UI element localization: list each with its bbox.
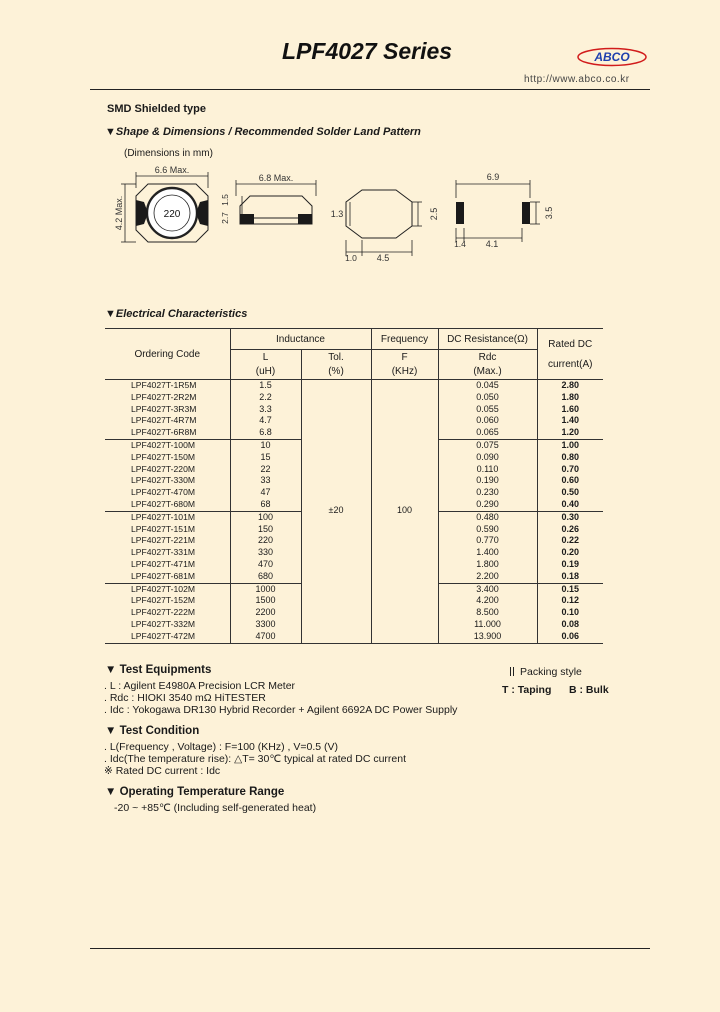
operating-temp-title: ▼ Operating Temperature Range [105,786,285,798]
cell-rated-current: 0.08 [537,619,603,631]
header-l: L [230,350,301,364]
header-ordering-code: Ordering Code [105,329,230,380]
header-l-unit: (uH) [230,364,301,379]
land-right-pad [522,202,530,224]
cell-ordering-code: LPF4027T-101M [131,511,196,522]
cell-rated-current: 0.30 [537,511,603,523]
cell-rdc: 0.090 [438,452,537,464]
cell-rated-current: 1.00 [537,439,603,451]
packing-style-title [510,666,582,678]
cell-ordering-code: LPF4027T-470M [131,487,196,498]
cell-rdc: 4.200 [438,595,537,607]
cell-ordering-code: LPF4027T-222M [131,607,196,618]
operating-temp-title-text: Operating Temperature Range [119,786,285,798]
header-f: F [371,350,438,364]
electrical-table [105,328,603,644]
operating-temp-range: -20 ~ +85℃ (Including self-generated heat) [114,802,317,814]
shape-section-title: ▼Shape & Dimensions / Recommended Solder Land Pattern [105,126,421,138]
cell-ordering-code: LPF4027T-152M [131,595,196,606]
cell-inductance: 3300 [230,619,301,631]
land-left-pad [456,202,464,224]
cell-rdc: 1.800 [438,559,537,571]
electrical-section-title: ▼Electrical Characteristics [105,308,248,320]
cell-rated-current: 1.60 [537,404,603,416]
test-condition-l: . L(Frequency , Voltage) : F=100 (KHz) , V=0.5 (V) [104,741,339,753]
front-view-body [346,190,412,238]
side-view-left-terminal [240,214,254,224]
cell-rdc: 0.230 [438,487,537,499]
header-rated-dc-label: Rated DC [548,338,593,350]
cell-inductance: 470 [230,559,301,571]
footer-divider [90,948,650,949]
cell-ordering-code: LPF4027T-330M [131,475,196,486]
cell-rated-current: 0.06 [537,631,603,643]
cell-ordering-code: LPF4027T-6R8M [131,427,197,438]
cell-rated-current: 0.70 [537,464,603,476]
cell-rated-current: 0.26 [537,524,603,536]
cell-ordering-code: LPF4027T-331M [131,547,196,558]
cell-rdc: 0.045 [438,380,537,392]
test-equipment-lcr: . L : Agilent E4980A Precision LCR Meter [104,680,296,692]
header-divider [90,89,650,90]
cell-rated-current: 0.18 [537,571,603,583]
abco-logo [576,45,648,72]
cell-inductance: 2200 [230,607,301,619]
cell-inductance: 680 [230,571,301,583]
side-view-width-label: 6.8 Max. [258,173,294,183]
cell-inductance: 220 [230,535,301,547]
header-rated-dc-unit: current(A) [548,358,593,370]
header-rdc-unit: (Max.) [438,364,537,379]
header-rated-dc [537,329,603,380]
cell-inductance: 47 [230,487,301,499]
cell-rated-current: 0.19 [537,559,603,571]
cell-rdc: 0.050 [438,392,537,404]
test-condition-idc: . Idc(The temperature rise): △T= 30℃ typical at rated DC current [104,753,407,765]
cell-rdc: 1.400 [438,547,537,559]
cell-rdc: 0.110 [438,464,537,476]
cell-rated-current: 1.20 [537,427,603,439]
header-frequency: Frequency [371,329,438,350]
cell-rated-current: 0.12 [537,595,603,607]
electrical-section-title-text: Electrical Characteristics [115,308,248,320]
cell-rated-current: 0.60 [537,475,603,487]
cell-rdc: 0.590 [438,524,537,536]
cell-ordering-code: LPF4027T-681M [131,570,196,581]
test-equipments-title: ▼ Test Equipments [105,664,212,676]
cell-rated-current: 0.40 [537,499,603,511]
dimension-drawings [100,162,570,268]
test-equipment-rdc: . Rdc : HIOKI 3540 mΩ HiTESTER [104,692,266,704]
cell-inductance: 1500 [230,595,301,607]
packing-bulk: B : Bulk [569,684,609,696]
product-type: SMD Shielded type [107,103,207,115]
cell-rdc: 0.480 [438,511,537,523]
top-view-marking: 220 [163,209,181,220]
side-view-height-label-2: 1.5 [220,194,230,206]
dimension-units-note: (Dimensions in mm) [124,148,213,159]
cell-inductance: 330 [230,547,301,559]
cell-ordering-code: LPF4027T-4R7M [131,415,197,426]
cell-rdc: 0.190 [438,475,537,487]
cell-tolerance: ±20 [301,380,371,644]
shape-section-title-text: Shape & Dimensions / Recommended Solder Land Pattern [115,126,421,138]
header-dc-resistance: DC Resistance(Ω) [438,329,537,350]
front-view-dim-d-label: 4.5 [376,253,390,263]
table-row [105,380,603,392]
cell-rdc: 13.900 [438,631,537,643]
packing-style-title-text: Packing style [520,666,582,678]
cell-ordering-code: LPF4027T-332M [131,618,196,629]
test-condition-title-text: Test Condition [119,725,200,737]
cell-rated-current: 0.22 [537,535,603,547]
cell-inductance: 68 [230,499,301,511]
cell-rated-current: 0.20 [537,547,603,559]
page-title: LPF4027 Series [282,38,453,64]
test-equipments-title-text: Test Equipments [119,664,212,676]
cell-ordering-code: LPF4027T-220M [131,463,196,474]
cell-inductance: 3.3 [230,404,301,416]
cell-inductance: 1000 [230,583,301,595]
cell-rdc: 11.000 [438,619,537,631]
cell-inductance: 10 [230,439,301,451]
side-view-height-label-1: 2.7 [220,212,230,224]
cell-inductance: 22 [230,464,301,476]
cell-rated-current: 0.15 [537,583,603,595]
top-view-width-label: 6.6 Max. [154,165,190,175]
cell-inductance: 33 [230,475,301,487]
cell-inductance: 15 [230,452,301,464]
cell-rated-current: 0.80 [537,452,603,464]
cell-ordering-code: LPF4027T-2R2M [131,391,197,402]
cell-ordering-code: LPF4027T-221M [131,535,196,546]
cell-rdc: 0.055 [438,404,537,416]
cell-rdc: 2.200 [438,571,537,583]
cell-rated-current: 2.80 [537,380,603,392]
logo-text: ABCO [594,50,630,64]
front-view-dim-a-label: 1.3 [330,209,344,219]
cell-ordering-code: LPF4027T-1R5M [131,380,197,390]
land-gap-label: 4.1 [485,239,499,249]
cell-inductance: 4700 [230,631,301,643]
header-inductance: Inductance [230,329,371,350]
top-view-left-terminal [136,200,148,226]
cell-rated-current: 0.50 [537,487,603,499]
cell-ordering-code: LPF4027T-680M [131,498,196,509]
top-view-right-terminal [196,200,208,226]
top-view-height-label: 4.2 Max. [114,195,124,231]
header-rdc: Rdc [438,350,537,364]
cell-frequency: 100 [371,380,438,644]
test-equipment-idc: . Idc : Yokogawa DR130 Hybrid Recorder + Agilent 6692A DC Power Supply [104,704,458,716]
cell-rdc: 0.770 [438,535,537,547]
cell-inductance: 6.8 [230,427,301,439]
cell-rdc: 0.065 [438,427,537,439]
packing-taping: T : Taping [502,684,552,696]
front-view-dim-b-label: 2.5 [429,207,439,221]
website-url[interactable]: http://www.abco.co.kr [524,74,630,85]
land-total-label: 6.9 [486,172,500,182]
cell-inductance: 100 [230,511,301,523]
side-view-right-terminal [298,214,312,224]
cell-rated-current: 0.10 [537,607,603,619]
test-condition-rated: ※ Rated DC current : Idc [104,765,221,777]
cell-rdc: 8.500 [438,607,537,619]
cell-ordering-code: LPF4027T-472M [131,630,196,641]
land-pad-height-label: 3.5 [544,206,554,220]
land-pad-width-label: 1.4 [454,239,466,249]
cell-inductance: 2.2 [230,392,301,404]
cell-rdc: 0.290 [438,499,537,511]
test-condition-title: ▼ Test Condition [105,725,200,737]
cell-ordering-code: LPF4027T-3R3M [131,403,197,414]
cell-rated-current: 1.40 [537,415,603,427]
cell-inductance: 4.7 [230,415,301,427]
header-f-unit: (KHz) [371,364,438,379]
front-view-dim-c-label: 1.0 [345,253,357,263]
cell-ordering-code: LPF4027T-471M [131,558,196,569]
header-tol-unit: (%) [301,364,371,379]
cell-ordering-code: LPF4027T-150M [131,451,196,462]
cell-ordering-code: LPF4027T-102M [131,583,196,594]
cell-rdc: 0.075 [438,439,537,451]
cell-ordering-code: LPF4027T-151M [131,523,196,534]
packing-style-box [510,667,514,676]
header-tol: Tol. [301,350,371,364]
cell-inductance: 150 [230,524,301,536]
cell-rated-current: 1.80 [537,392,603,404]
cell-inductance: 1.5 [230,380,301,392]
cell-rdc: 0.060 [438,415,537,427]
cell-rdc: 3.400 [438,583,537,595]
cell-ordering-code: LPF4027T-100M [131,439,196,450]
